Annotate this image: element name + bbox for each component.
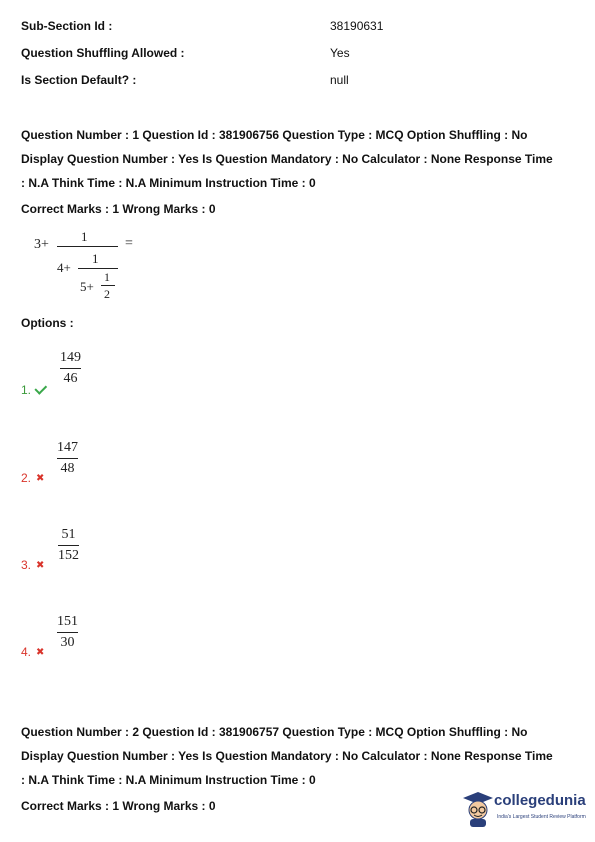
q2-metadata — [21, 720, 581, 792]
option-2-marker — [21, 471, 44, 485]
option-4-marker — [21, 645, 44, 659]
cross-icon: ✖ — [36, 646, 45, 658]
section-default-label: Is Section Default? : — [21, 73, 137, 87]
expr-term-4: 4+ — [57, 260, 71, 275]
option-1-denominator: 46 — [63, 371, 78, 386]
option-3-fraction — [58, 527, 79, 564]
expr-equals: = — [125, 236, 133, 251]
option-1-number: 1. — [21, 383, 32, 397]
q1-metadata — [21, 123, 581, 195]
option-4-denominator: 30 — [60, 635, 75, 650]
options-label: Options : — [21, 316, 74, 330]
option-1-fraction — [60, 350, 81, 387]
section-default-value: null — [330, 73, 349, 87]
subsection-id-label: Sub-Section Id : — [21, 19, 113, 33]
q2-marks: Correct Marks : 1 Wrong Marks : 0 — [21, 799, 216, 813]
cross-icon: ✖ — [36, 472, 45, 484]
option-3-numerator: 51 — [61, 527, 76, 542]
expr-bar-1 — [57, 246, 118, 247]
check-icon — [34, 382, 47, 395]
option-1-numerator: 149 — [60, 350, 81, 365]
q1-meta-line3: : N.A Think Time : N.A Minimum Instruction Time : 0 — [21, 176, 316, 190]
expr-bar-2 — [78, 268, 118, 269]
option-2-denominator: 48 — [60, 461, 75, 476]
q1-marks: Correct Marks : 1 Wrong Marks : 0 — [21, 202, 216, 216]
expr-bar-3 — [101, 285, 115, 286]
question-shuffling-label: Question Shuffling Allowed : — [21, 46, 185, 60]
option-4-fraction-bar — [57, 632, 78, 633]
collegedunia-logo — [461, 786, 589, 830]
q1-meta-line2: Display Question Number : Yes Is Question Mandatory : No Calculator : None Response Time — [21, 152, 553, 166]
subsection-id-value: 38190631 — [330, 19, 384, 33]
expr-num-3: 1 — [104, 270, 110, 284]
option-1-marker — [21, 383, 47, 397]
option-1-fraction-bar — [60, 368, 81, 369]
q2-meta-line2: Display Question Number : Yes Is Question Mandatory : No Calculator : None Response Time — [21, 749, 553, 763]
option-4-numerator: 151 — [57, 614, 78, 629]
expr-den-3: 2 — [104, 287, 110, 301]
q2-meta-line3: : N.A Think Time : N.A Minimum Instruction Time : 0 — [21, 773, 316, 787]
option-3-denominator: 152 — [58, 548, 79, 563]
q1-meta-line1: Question Number : 1 Question Id : 381906756 Question Type : MCQ Option Shuffling : No — [21, 128, 528, 142]
cross-icon: ✖ — [36, 559, 45, 571]
option-3-number: 3. — [21, 558, 32, 572]
expr-term-3: 3+ — [34, 237, 49, 252]
option-3-marker — [21, 558, 44, 572]
option-4-fraction — [57, 614, 78, 651]
expr-num-2: 1 — [92, 251, 99, 266]
option-2-number: 2. — [21, 471, 32, 485]
option-2-numerator: 147 — [57, 440, 78, 455]
question-shuffling-value: Yes — [330, 46, 350, 60]
expr-num-1: 1 — [81, 229, 88, 244]
option-3-fraction-bar — [58, 545, 79, 546]
expr-term-5: 5+ — [80, 279, 94, 294]
option-2-fraction — [57, 440, 78, 477]
logo-tagline: India's Largest Student Review Platform — [497, 814, 586, 820]
graduate-mascot-icon — [461, 788, 495, 828]
option-4-number: 4. — [21, 645, 32, 659]
option-2-fraction-bar — [57, 458, 78, 459]
logo-wordmark: collegedunia — [494, 792, 586, 809]
q2-meta-line1: Question Number : 2 Question Id : 381906757 Question Type : MCQ Option Shuffling : No — [21, 725, 528, 739]
